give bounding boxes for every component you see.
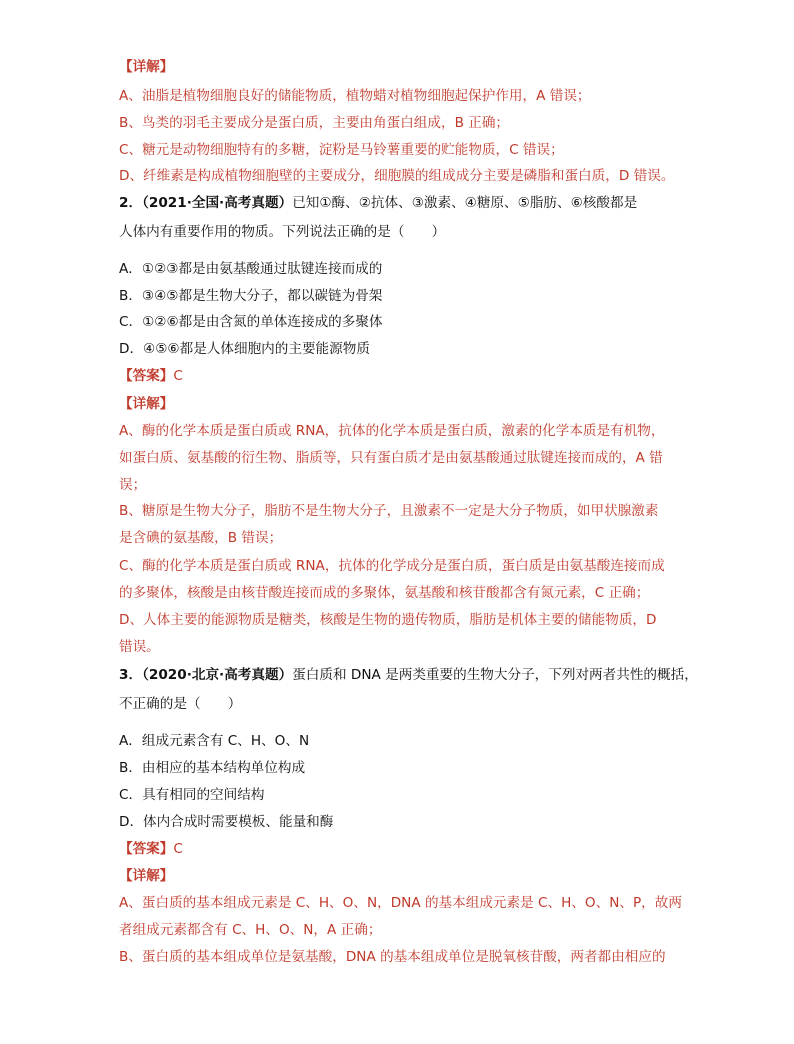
question-3-stem-cont: 不正确的是（ ） [119,696,242,712]
option-b: B．③④⑤都是生物大分子，都以碳链为骨架 [119,288,383,304]
explain-line: B、糖原是生物大分子，脂肪不是生物大分子，且激素不一定是大分子物质，如甲状腺激素 [119,503,659,519]
explain-line: 如蛋白质、氨基酸的衍生物、脂质等，只有蛋白质才是由氨基酸通过肽键连接而成的，A 错 [119,450,663,466]
question-number: 3． [119,667,143,683]
section-label-xiangjie: 【详解】 [119,396,174,412]
answer-label: 【答案】 [119,841,174,857]
option-c: C．①②⑥都是由含氮的单体连接成的多聚体 [119,314,383,330]
answer-value: C [173,368,183,384]
question-text: 已知①酶、②抗体、③激素、④糖原、⑤脂肪、⑥核酸都是 [292,195,638,211]
question-3-stem [119,665,698,685]
answer-line [119,839,694,859]
explain-line: B、鸟类的羽毛主要成分是蛋白质，主要由角蛋白组成，B 正确； [119,115,510,131]
explain-line: C、糖元是动物细胞特有的多糖，淀粉是马铃薯重要的贮能物质，C 错误； [119,142,564,158]
question-2-stem [119,193,694,213]
explain-line: 的多聚体，核酸是由核苷酸连接而成的多聚体，氨基酸和核苷酸都含有氮元素，C 正确； [119,585,650,601]
answer-value: C [173,841,183,857]
question-2-stem-cont: 人体内有重要作用的物质。下列说法正确的是（ ） [119,224,446,240]
option-a: A．组成元素含有 C、H、O、N [119,733,310,749]
explain-line: A、油脂是植物细胞良好的储能物质，植物蜡对植物细胞起保护作用，A 错误； [119,88,591,104]
question-source: （2020·北京·高考真题） [142,667,293,683]
explain-line: 错误。 [119,639,160,655]
option-d: D．④⑤⑥都是人体细胞内的主要能源物质 [119,341,370,357]
section-label-xiangjie: 【详解】 [119,59,174,75]
explain-line: A、酶的化学本质是蛋白质或 RNA，抗体的化学本质是蛋白质，激素的化学本质是有机物， [119,423,665,439]
question-text: 蛋白质和 DNA 是两类重要的生物大分子，下列对两者共性的概括， [292,667,698,683]
option-b: B．由相应的基本结构单位构成 [119,760,306,776]
answer-line [119,366,694,386]
explain-line: 误； [119,477,147,493]
explain-line: D、纤维素是构成植物细胞壁的主要成分，细胞膜的组成成分主要是磷脂和蛋白质，D 错误。 [119,168,675,184]
answer-label: 【答案】 [119,368,174,384]
explain-line: 是含碘的氨基酸，B 错误； [119,530,283,546]
explain-line: D、人体主要的能源物质是糖类，核酸是生物的遗传物质，脂肪是机体主要的储能物质，D [119,612,657,628]
explain-line: 者组成元素都含有 C、H、O、N，A 正确； [119,922,382,938]
question-number: 2． [119,195,143,211]
question-source: （2021·全国·高考真题） [142,195,293,211]
explain-line: C、酶的化学本质是蛋白质或 RNA，抗体的化学成分是蛋白质，蛋白质是由氨基酸连接而成 [119,558,665,574]
section-label-xiangjie: 【详解】 [119,868,174,884]
explain-line: B、蛋白质的基本组成单位是氨基酸，DNA 的基本组成单位是脱氧核苷酸，两者都由相应的 [119,949,666,965]
option-c: C．具有相同的空间结构 [119,787,265,803]
option-d: D．体内合成时需要模板、能量和酶 [119,814,334,830]
explain-line: A、蛋白质的基本组成元素是 C、H、O、N，DNA 的基本组成元素是 C、H、O、N、P，故两 [119,895,682,911]
option-a: A．①②③都是由氨基酸通过肽键连接而成的 [119,261,383,277]
